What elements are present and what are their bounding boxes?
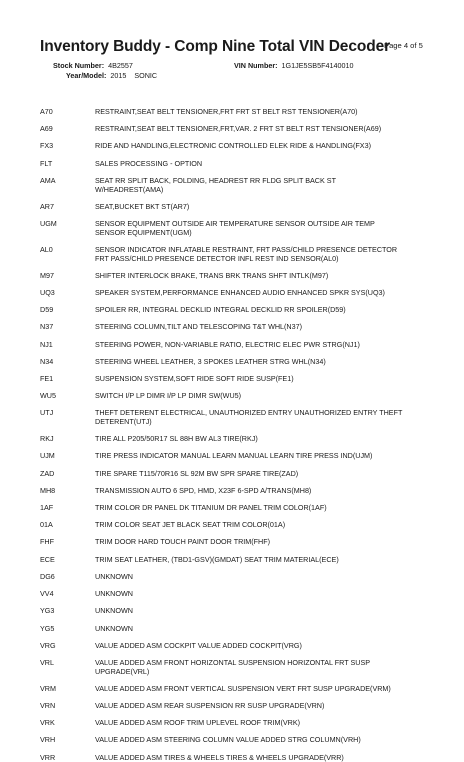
vin-number-value: 1G1JE5SB5F4140010 — [281, 61, 354, 70]
option-description-line: SPOILER RR, INTEGRAL DECKLID INTEGRAL DECKLID RR SPOILER(D59) — [95, 305, 346, 315]
option-description-line: RESTRAINT,SEAT BELT TENSIONER,FRT FRT ST BELT RST TENSIONER(A70) — [95, 107, 358, 116]
option-description — [95, 504, 430, 513]
vin-number — [234, 61, 353, 70]
option-description — [95, 108, 430, 117]
option-description-line: TRIM COLOR SEAT JET BLACK SEAT TRIM COLOR(01A) — [95, 520, 286, 530]
option-row — [40, 306, 430, 315]
option-description — [95, 392, 430, 401]
option-description-line: SEAT,BUCKET BKT ST(AR7) — [95, 201, 190, 211]
option-code: UQ3 — [40, 287, 55, 297]
option-row — [40, 736, 430, 745]
option-code: AMA — [40, 175, 56, 185]
option-row — [40, 246, 430, 263]
option-description-line: SUSPENSION SYSTEM,SOFT RIDE SOFT RIDE SUSP(FE1) — [95, 373, 294, 383]
option-code: UGM — [40, 218, 57, 228]
option-description — [95, 203, 430, 212]
option-code: 1AF — [40, 503, 54, 513]
option-description — [95, 272, 430, 281]
option-description — [95, 409, 430, 426]
option-description-line: SWITCH I/P LP DIMR I/P LP DIMR SW(WU5) — [95, 391, 242, 401]
option-code: RKJ — [40, 434, 54, 444]
option-code: DG6 — [40, 571, 55, 581]
option-row — [40, 754, 430, 762]
option-description — [95, 573, 430, 582]
option-description — [95, 702, 430, 711]
option-code: ZAD — [40, 468, 55, 478]
option-description-line: SENSOR EQUIPMENT(UGM) — [95, 227, 192, 237]
option-description — [95, 323, 430, 332]
page-number: Page 4 of 5 — [384, 41, 423, 50]
option-description-line: VALUE ADDED ASM COCKPIT VALUE ADDED COCKPIT(VRG) — [95, 640, 302, 650]
option-description-line: UNKNOWN — [95, 571, 133, 581]
option-description-line: UNKNOWN — [95, 606, 133, 616]
option-description — [95, 642, 430, 651]
option-row — [40, 220, 430, 237]
option-row — [40, 358, 430, 367]
option-description — [95, 470, 430, 479]
option-description-line: TIRE PRESS INDICATOR MANUAL LEARN MANUAL LEARN TIRE PRESS IND(UJM) — [95, 451, 373, 461]
option-row — [40, 487, 430, 496]
option-description — [95, 719, 430, 728]
option-row — [40, 590, 430, 599]
option-row — [40, 323, 430, 332]
option-code: D59 — [40, 305, 54, 315]
option-code: VRL — [40, 657, 54, 667]
option-description — [95, 521, 430, 530]
option-description-line: W/HEADREST(AMA) — [95, 184, 164, 194]
option-row — [40, 108, 430, 117]
option-description — [95, 538, 430, 547]
option-description — [95, 487, 430, 496]
option-row — [40, 125, 430, 134]
option-description — [95, 736, 430, 745]
option-description-line: VALUE ADDED ASM STEERING COLUMN VALUE ADDED STRG COLUMN(VRH) — [95, 735, 361, 745]
option-description-line: THEFT DETERENT ELECTRICAL, UNAUTHORIZED ENTRY UNAUTHORIZED ENTRY THEFT — [95, 408, 403, 418]
option-description-line: VALUE ADDED ASM FRONT VERTICAL SUSPENSION VERT FRT SUSP UPGRADE(VRM) — [95, 683, 391, 693]
option-row — [40, 375, 430, 384]
option-description — [95, 375, 430, 384]
option-code: NJ1 — [40, 339, 53, 349]
option-description-line: FRT PASS/CHILD PRESENCE DETECTOR INFL REST IND SENSOR(AL0) — [95, 253, 339, 263]
option-row — [40, 177, 430, 194]
option-row — [40, 272, 430, 281]
option-description-line: TRIM DOOR HARD TOUCH PAINT DOOR TRIM(FHF) — [95, 537, 271, 547]
option-description — [95, 659, 430, 676]
option-code: VRR — [40, 752, 56, 762]
option-description-line: VALUE ADDED ASM TIRES & WHEELS TIRES & WHEELS UPGRADE(VRR) — [95, 752, 344, 762]
option-description — [95, 289, 430, 298]
option-description — [95, 685, 430, 694]
page-title: Inventory Buddy - Comp Nine Total VIN Decoder — [40, 38, 391, 55]
option-description-line: SPEAKER SYSTEM,PERFORMANCE ENHANCED AUDIO ENHANCED SPKR SYS(UQ3) — [95, 287, 385, 297]
option-description-line: UPGRADE(VRL) — [95, 666, 150, 676]
option-list — [40, 108, 430, 762]
option-row — [40, 341, 430, 350]
option-description — [95, 160, 430, 169]
option-code: ECE — [40, 554, 55, 564]
stock-number — [53, 61, 133, 70]
option-code: FE1 — [40, 373, 54, 383]
option-code: VRG — [40, 640, 56, 650]
option-row — [40, 289, 430, 298]
option-row — [40, 504, 430, 513]
option-code: 01A — [40, 520, 53, 530]
option-description-line: SEAT RR SPLIT BACK, FOLDING, HEADREST RR FLDG SPLIT BACK ST — [95, 175, 336, 185]
option-description — [95, 435, 430, 444]
option-description-line: TIRE SPARE T115/70R16 SL 92M BW SPR SPARE TIRE(ZAD) — [95, 468, 299, 478]
stock-number-value: 4B2557 — [108, 61, 133, 70]
option-row — [40, 659, 430, 676]
option-row — [40, 521, 430, 530]
option-description — [95, 590, 430, 599]
option-description-line: RIDE AND HANDLING,ELECTRONIC CONTROLLED ELEK RIDE & HANDLING(FX3) — [95, 141, 371, 151]
option-description — [95, 306, 430, 315]
option-description — [95, 358, 430, 367]
year-model — [66, 71, 157, 80]
option-code: VRH — [40, 735, 56, 745]
vin-number-label: VIN Number: — [234, 61, 278, 70]
option-code: VRK — [40, 718, 55, 728]
option-code: AR7 — [40, 201, 54, 211]
option-row — [40, 470, 430, 479]
option-row — [40, 435, 430, 444]
option-description — [95, 177, 430, 194]
option-code: VRN — [40, 701, 56, 711]
option-code: UJM — [40, 451, 55, 461]
option-row — [40, 409, 430, 426]
option-description-line: UNKNOWN — [95, 623, 133, 633]
option-row — [40, 607, 430, 616]
option-description — [95, 607, 430, 616]
option-row — [40, 625, 430, 634]
option-description-line: UNKNOWN — [95, 589, 133, 599]
option-code: M97 — [40, 270, 54, 280]
option-code: VRM — [40, 683, 56, 693]
option-row — [40, 719, 430, 728]
option-row — [40, 702, 430, 711]
option-code: YG5 — [40, 623, 55, 633]
year-model-label: Year/Model: — [66, 71, 107, 80]
option-row — [40, 685, 430, 694]
option-description-line: SENSOR EQUIPMENT OUTSIDE AIR TEMPERATURE SENSOR OUTSIDE AIR TEMP — [95, 218, 375, 228]
option-row — [40, 392, 430, 401]
option-description — [95, 754, 430, 762]
option-description-line: VALUE ADDED ASM FRONT HORIZONTAL SUSPENSION HORIZONTAL FRT SUSP — [95, 657, 371, 667]
option-description-line: VALUE ADDED ASM REAR SUSPENSION RR SUSP UPGRADE(VRN) — [95, 701, 325, 711]
option-code: UTJ — [40, 408, 54, 418]
option-description-line: STEERING COLUMN,TILT AND TELESCOPING T&T WHL(N37) — [95, 322, 303, 332]
option-code: FLT — [40, 158, 53, 168]
model-value: SONIC — [134, 71, 158, 80]
option-row — [40, 556, 430, 565]
option-description-line: TRIM SEAT LEATHER, (TBD1-GSV)(GMDAT) SEAT TRIM MATERIAL(ECE) — [95, 554, 339, 564]
option-description-line: TRIM COLOR DR PANEL DK TITANIUM DR PANEL TRIM COLOR(1AF) — [95, 503, 327, 513]
option-description — [95, 125, 430, 134]
option-description — [95, 142, 430, 151]
option-description-line: VALUE ADDED ASM ROOF TRIM UPLEVEL ROOF TRIM(VRK) — [95, 718, 301, 728]
option-description — [95, 556, 430, 565]
option-code: MH8 — [40, 485, 56, 495]
option-description-line: TRANSMISSION AUTO 6 SPD, HMD, X23F 6-SPD A/TRANS(MH8) — [95, 485, 312, 495]
option-description-line: SENSOR INDICATOR INFLATABLE RESTRAINT, FRT PASS/CHILD PRESENCE DETECTOR — [95, 244, 398, 254]
option-row — [40, 642, 430, 651]
option-row — [40, 452, 430, 461]
option-code: N34 — [40, 356, 54, 366]
option-row — [40, 203, 430, 212]
option-code: FHF — [40, 537, 54, 547]
option-code: N37 — [40, 322, 54, 332]
option-code: A70 — [40, 107, 53, 116]
option-row — [40, 142, 430, 151]
option-code: YG3 — [40, 606, 55, 616]
option-description — [95, 220, 430, 237]
option-description-line: DETERENT(UTJ) — [95, 417, 152, 427]
option-description-line: STEERING WHEEL LEATHER, 3 SPOKES LEATHER STRG WHL(N34) — [95, 356, 326, 366]
option-code: VV4 — [40, 589, 54, 599]
stock-number-label: Stock Number: — [53, 61, 105, 70]
option-code: A69 — [40, 124, 53, 134]
option-description — [95, 246, 430, 263]
option-description — [95, 625, 430, 634]
option-code: FX3 — [40, 141, 54, 151]
option-row — [40, 160, 430, 169]
option-description-line: STEERING POWER, NON-VARIABLE RATIO, ELECTRIC ELEC PWR STRG(NJ1) — [95, 339, 360, 349]
option-description-line: SHIFTER INTERLOCK BRAKE, TRANS BRK TRANS SHFT INTLK(M97) — [95, 270, 329, 280]
option-code: AL0 — [40, 244, 53, 254]
option-row — [40, 573, 430, 582]
option-description-line: TIRE ALL P205/50R17 SL 88H BW AL3 TIRE(RKJ) — [95, 434, 258, 444]
year-value: 2015 — [110, 71, 127, 80]
option-row — [40, 538, 430, 547]
option-description — [95, 341, 430, 350]
option-code: WU5 — [40, 391, 56, 401]
option-description — [95, 452, 430, 461]
option-description-line: RESTRAINT,SEAT BELT TENSIONER,FRT,VAR. 2 FRT ST BELT RST TENSIONER(A69) — [95, 124, 382, 134]
option-description-line: SALES PROCESSING - OPTION — [95, 158, 203, 168]
